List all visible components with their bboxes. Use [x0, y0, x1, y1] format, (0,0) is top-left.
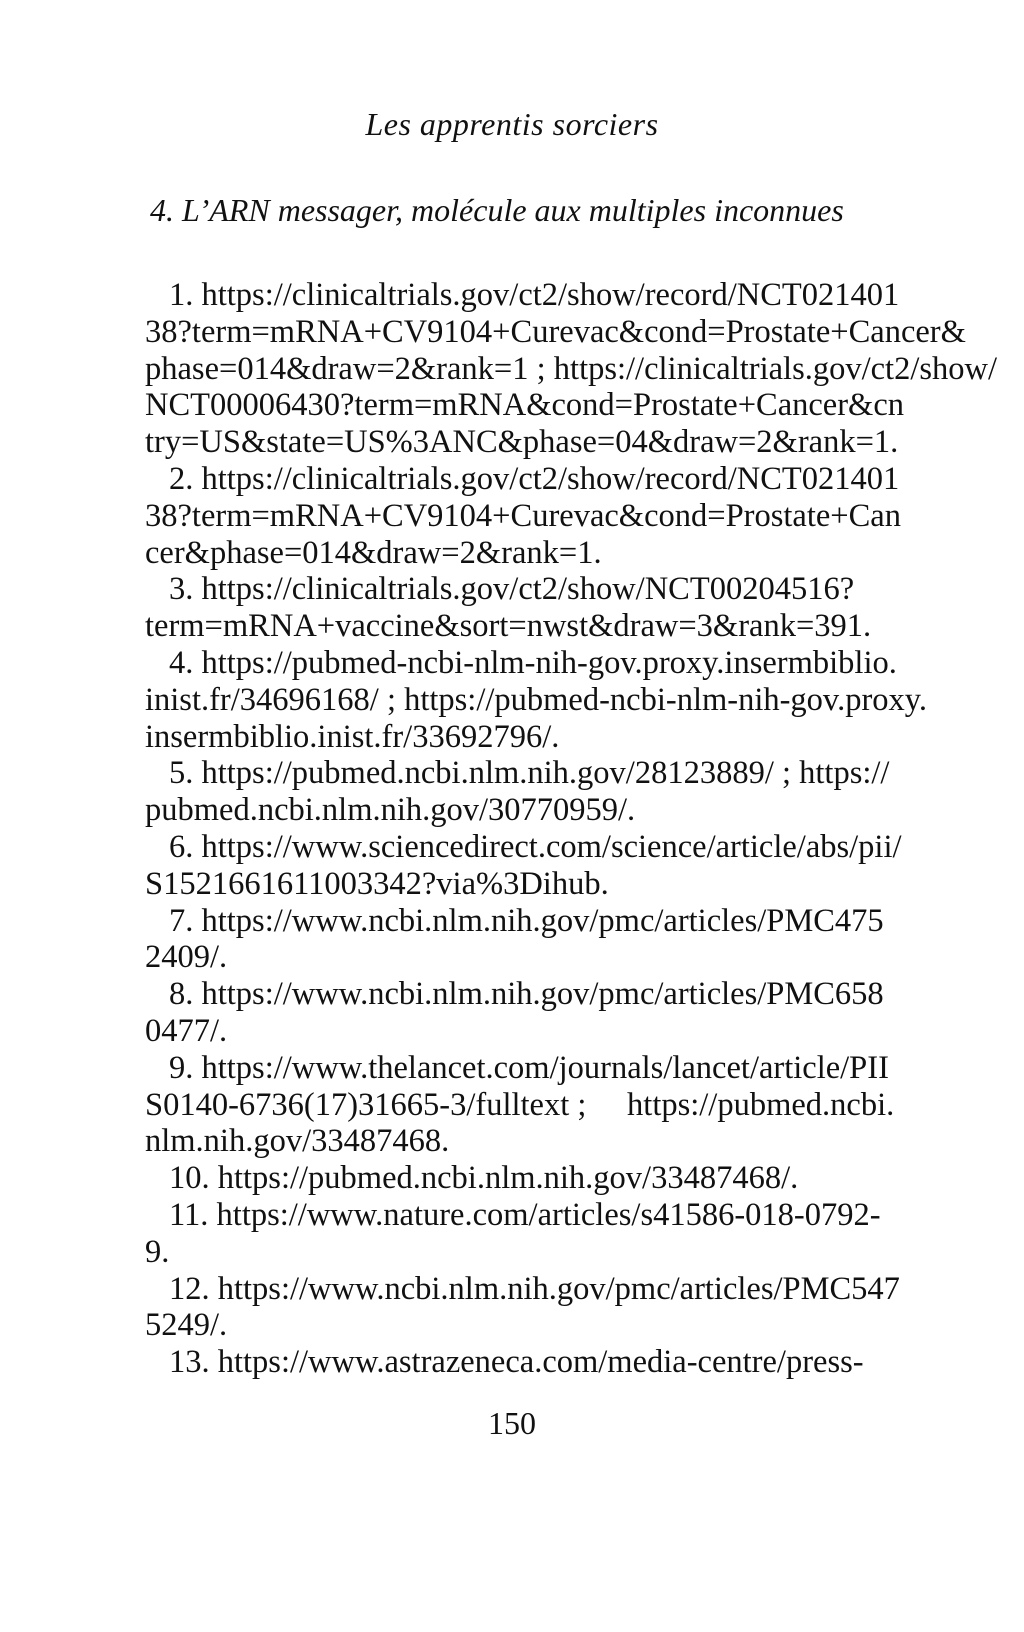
note-4-line: 4. https://pubmed-ncbi-nlm-nih-gov.proxy.insermbiblio.: [169, 644, 897, 681]
note-2-line: 38?term=mRNA+CV9104+Curevac&cond=Prostate+Can: [145, 497, 901, 534]
note-6-line: S1521661611003342?via%3Dihub.: [145, 865, 609, 902]
note-7-line: 7. https://www.ncbi.nlm.nih.gov/pmc/articles/PMC475: [169, 902, 884, 939]
note-9-line: S0140-6736(17)31665-3/fulltext ; https://pubmed.ncbi.: [145, 1086, 895, 1123]
endnotes-list: [145, 277, 997, 1381]
note-4-line: inist.fr/34696168/ ; https://pubmed-ncbi-nlm-nih-gov.proxy.: [145, 681, 928, 718]
note-2-line: cer&phase=014&draw=2&rank=1.: [145, 534, 602, 571]
note-10-line: 10. https://pubmed.ncbi.nlm.nih.gov/33487468/.: [169, 1160, 799, 1197]
page-number: 150: [488, 1405, 536, 1441]
note-5-line: pubmed.ncbi.nlm.nih.gov/30770959/.: [145, 792, 636, 829]
note-12-line: 5249/.: [145, 1307, 228, 1344]
note-8-line: 8. https://www.ncbi.nlm.nih.gov/pmc/articles/PMC658: [169, 976, 884, 1013]
note-5-line: 5. https://pubmed.ncbi.nlm.nih.gov/28123889/ ; https://: [169, 755, 890, 792]
note-4-line: insermbiblio.inist.fr/33692796/.: [145, 718, 560, 755]
note-1-line: phase=014&draw=2&rank=1 ; https://clinicaltrials.gov/ct2/show/: [145, 350, 997, 387]
note-11-line: 9.: [145, 1233, 170, 1270]
note-1-line: NCT00006430?term=mRNA&cond=Prostate+Cancer&cn: [145, 387, 905, 424]
note-1-line: 38?term=mRNA+CV9104+Curevac&cond=Prostate+Cancer&: [145, 313, 966, 350]
note-11-line: 11. https://www.nature.com/articles/s41586-018-0792-: [169, 1196, 881, 1233]
note-3-line: 3. https://clinicaltrials.gov/ct2/show/NCT00204516?: [169, 571, 855, 608]
note-2-line: 2. https://clinicaltrials.gov/ct2/show/record/NCT021401: [169, 460, 900, 497]
note-6-line: 6. https://www.sciencedirect.com/science/article/abs/pii/: [169, 828, 902, 865]
note-1-line: 1. https://clinicaltrials.gov/ct2/show/record/NCT021401: [169, 277, 900, 313]
note-12-line: 12. https://www.ncbi.nlm.nih.gov/pmc/articles/PMC547: [169, 1270, 900, 1307]
note-3-line: term=mRNA+vaccine&sort=nwst&draw=3&rank=391.: [145, 608, 872, 645]
note-13-line: 13. https://www.astrazeneca.com/media-centre/press-: [169, 1344, 864, 1381]
note-9-line: nlm.nih.gov/33487468.: [145, 1123, 450, 1160]
chapter-title: 4. L’ARN messager, molécule aux multiples inconnues: [150, 192, 844, 228]
note-9-line: 9. https://www.thelancet.com/journals/lancet/article/PII: [169, 1049, 889, 1086]
note-8-line: 0477/.: [145, 1012, 228, 1049]
note-1-line: try=US&state=US%3ANC&phase=04&draw=2&rank=1.: [145, 424, 899, 461]
note-7-line: 2409/.: [145, 939, 228, 976]
running-head: Les apprentis sorciers: [365, 106, 659, 142]
